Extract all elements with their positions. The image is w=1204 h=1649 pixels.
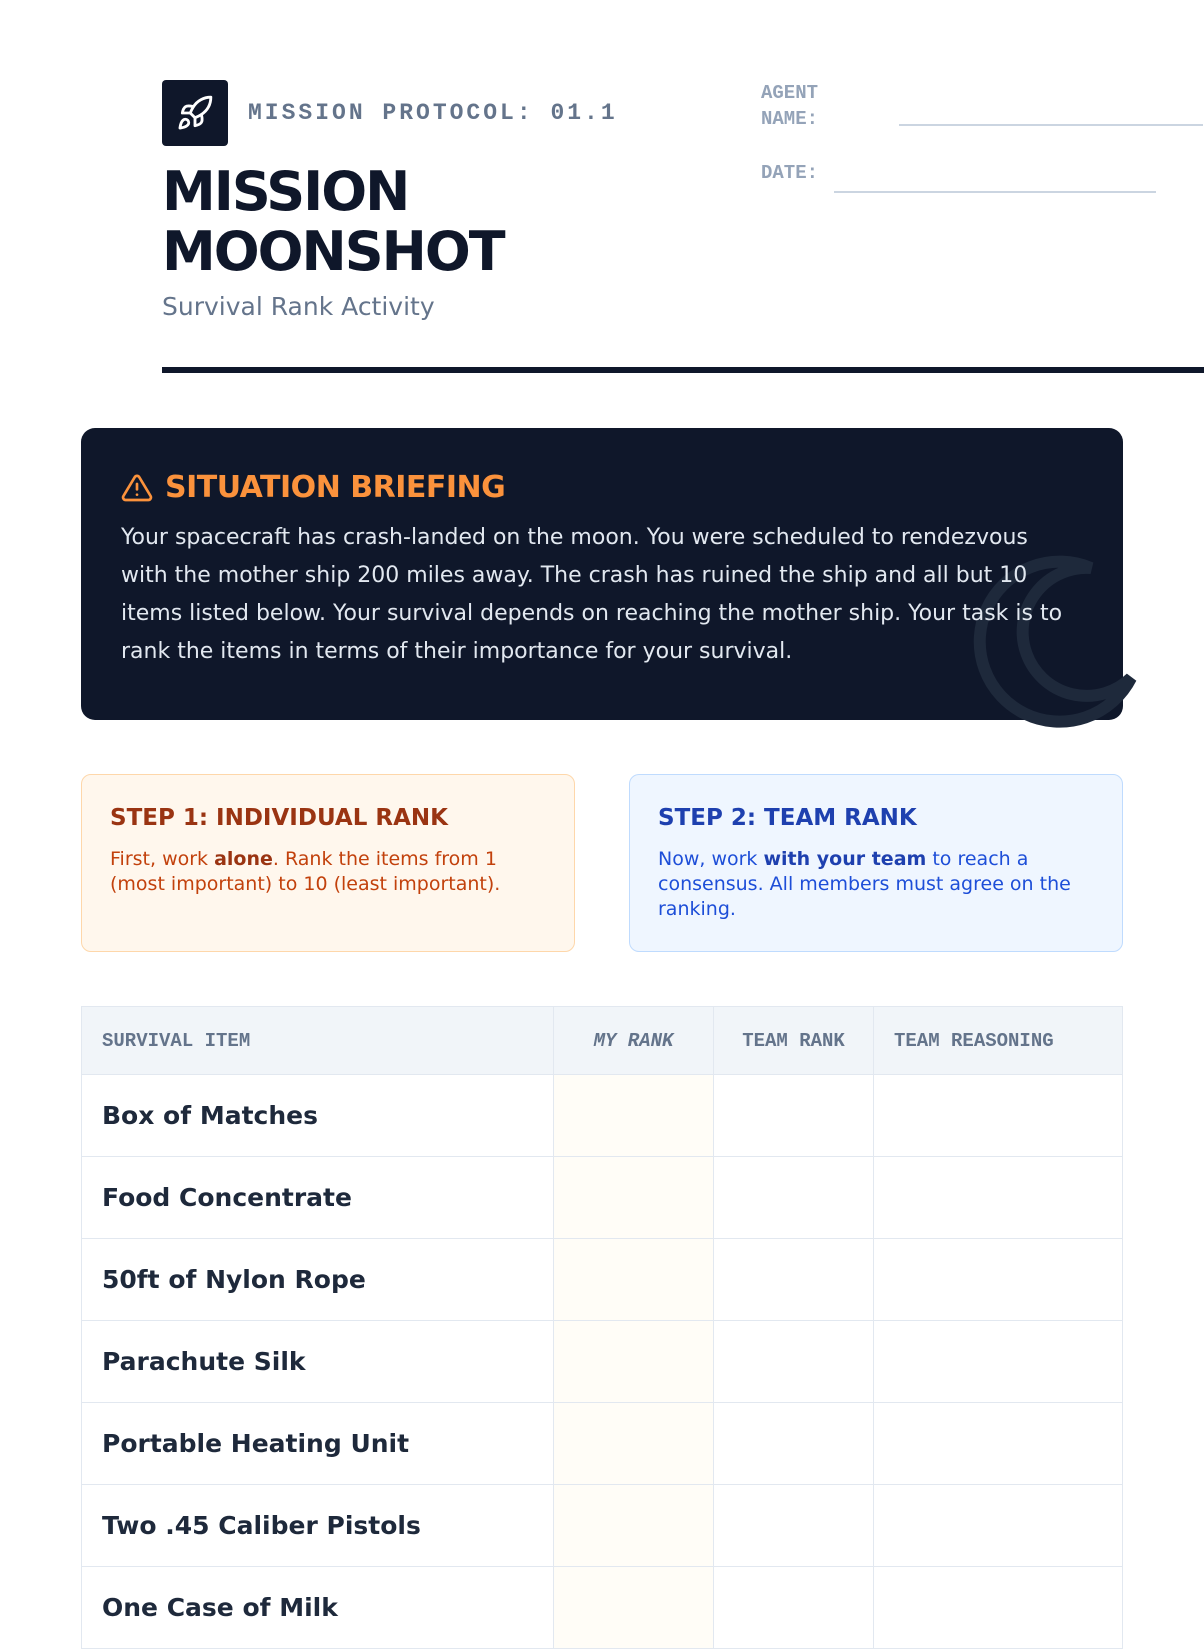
step-1-title: STEP 1: INDIVIDUAL RANK [110, 805, 448, 831]
team-rank-cell[interactable] [714, 1321, 874, 1403]
team-rank-cell[interactable] [714, 1157, 874, 1239]
step-1-text: First, work alone. Rank the items from 1 (most important) to 10 (least important). [110, 848, 501, 895]
my-rank-cell[interactable] [554, 1075, 714, 1157]
table-row [82, 1157, 1123, 1239]
team-rank-cell[interactable] [714, 1485, 874, 1567]
team-rank-cell[interactable] [714, 1239, 874, 1321]
team-reasoning-cell[interactable] [874, 1075, 1123, 1157]
team-rank-cell[interactable] [714, 1403, 874, 1485]
header-my-rank: MY RANK [554, 1007, 714, 1075]
table-row [82, 1485, 1123, 1567]
date-label: DATE: [761, 162, 819, 184]
header-team-rank: TEAM RANK [714, 1007, 874, 1075]
survival-items-table [81, 1006, 1123, 1649]
team-reasoning-cell[interactable] [874, 1403, 1123, 1485]
my-rank-cell[interactable] [554, 1239, 714, 1321]
survival-item-name: Portable Heating Unit [82, 1403, 554, 1485]
header-survival-item: SURVIVAL ITEM [82, 1007, 554, 1075]
my-rank-cell[interactable] [554, 1485, 714, 1567]
team-reasoning-cell[interactable] [874, 1157, 1123, 1239]
survival-item-name: 50ft of Nylon Rope [82, 1239, 554, 1321]
my-rank-cell[interactable] [554, 1157, 714, 1239]
team-reasoning-cell[interactable] [874, 1567, 1123, 1649]
table-row [82, 1567, 1123, 1649]
step-2-text: Now, work with your team to reach a consensus. All members must agree on the ranking. [658, 848, 1071, 920]
team-rank-cell[interactable] [714, 1075, 874, 1157]
page-title [162, 162, 582, 282]
table-row [82, 1321, 1123, 1403]
date-field[interactable] [834, 191, 1156, 193]
step-2-card [629, 774, 1123, 952]
my-rank-cell[interactable] [554, 1567, 714, 1649]
title-line-1: MISSION [162, 160, 409, 223]
protocol-label: MISSION PROTOCOL: 01.1 [248, 100, 618, 126]
page-subtitle: Survival Rank Activity [162, 292, 435, 321]
team-reasoning-cell[interactable] [874, 1239, 1123, 1321]
my-rank-cell[interactable] [554, 1403, 714, 1485]
title-line-2: MOONSHOT [162, 220, 504, 283]
briefing-title: SITUATION BRIEFING [165, 470, 506, 505]
my-rank-cell[interactable] [554, 1321, 714, 1403]
header-divider [162, 367, 1204, 373]
survival-item-name: One Case of Milk [82, 1567, 554, 1649]
table-row [82, 1239, 1123, 1321]
header-team-reasoning: TEAM REASONING [874, 1007, 1123, 1075]
survival-item-name: Box of Matches [82, 1075, 554, 1157]
rocket-icon [162, 80, 228, 146]
survival-item-name: Two .45 Caliber Pistols [82, 1485, 554, 1567]
team-rank-cell[interactable] [714, 1567, 874, 1649]
briefing-text: Your spacecraft has crash-landed on the moon. You were scheduled to rendezvous with the mother ship 200 miles away. The crash has ruined the ship and all but 10 items listed below. Your survival depends on reaching the mother ship. Your task is to rank the items in terms of their importance for your survival. [121, 525, 1063, 664]
step-2-title: STEP 2: TEAM RANK [658, 805, 917, 831]
step-1-card [81, 774, 575, 952]
table-header-row [82, 1007, 1123, 1075]
briefing-heading [121, 470, 1083, 505]
team-reasoning-cell[interactable] [874, 1321, 1123, 1403]
table-row [82, 1403, 1123, 1485]
team-reasoning-cell[interactable] [874, 1485, 1123, 1567]
table-row [82, 1075, 1123, 1157]
warning-icon [121, 472, 153, 504]
agent-name-label: AGENT NAME: [761, 82, 819, 130]
survival-item-name: Food Concentrate [82, 1157, 554, 1239]
situation-briefing [81, 428, 1123, 720]
worksheet-header [81, 0, 1119, 373]
agent-name-field[interactable] [899, 124, 1203, 126]
survival-item-name: Parachute Silk [82, 1321, 554, 1403]
